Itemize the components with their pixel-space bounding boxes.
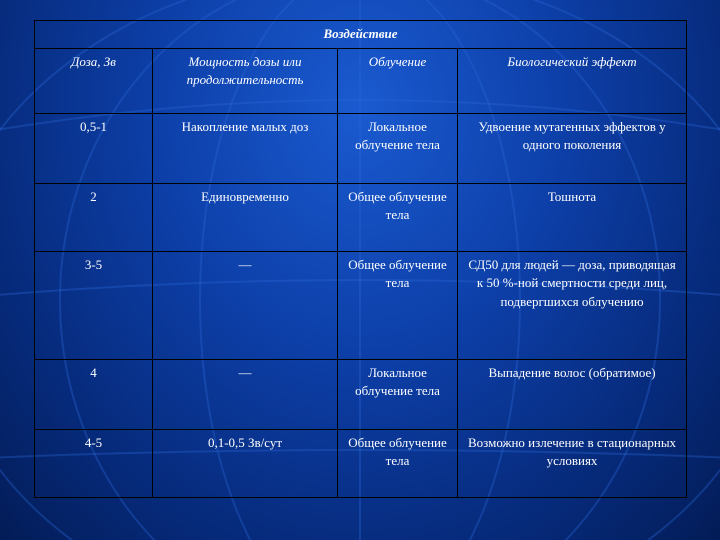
table-title-row xyxy=(35,21,687,49)
cell-dose: 0,5-1 xyxy=(35,114,153,184)
header-dose-rate: Мощность дозы или продолжительность xyxy=(153,49,338,114)
cell-effect: Выпадение волос (обратимое) xyxy=(458,360,687,430)
cell-dose-rate: Накопление малых доз xyxy=(153,114,338,184)
table-row xyxy=(35,360,687,430)
cell-dose-rate: — xyxy=(153,252,338,360)
table-title: Воздействие xyxy=(35,21,687,49)
table-row xyxy=(35,184,687,252)
cell-exposure: Локальное облучение тела xyxy=(338,360,458,430)
cell-dose: 4-5 xyxy=(35,430,153,498)
cell-exposure: Общее облучение тела xyxy=(338,252,458,360)
cell-exposure: Общее облучение тела xyxy=(338,430,458,498)
cell-effect: Удвоение мутагенных эффектов у одного поколения xyxy=(458,114,687,184)
table-row xyxy=(35,430,687,498)
cell-effect: СД50 для людей — доза, приводящая к 50 %-ной смертности среди лиц, подвергшихся облучению xyxy=(458,252,687,360)
table-row xyxy=(35,114,687,184)
cell-exposure: Локальное облучение тела xyxy=(338,114,458,184)
radiation-effects-table xyxy=(34,20,687,498)
cell-dose-rate: — xyxy=(153,360,338,430)
cell-effect: Тошнота xyxy=(458,184,687,252)
table-row xyxy=(35,252,687,360)
header-exposure: Облучение xyxy=(338,49,458,114)
cell-effect: Возможно излечение в стационарных условиях xyxy=(458,430,687,498)
cell-dose-rate: 0,1-0,5 Зв/сут xyxy=(153,430,338,498)
header-biological-effect: Биологический эффект xyxy=(458,49,687,114)
header-dose: Доза, Зв xyxy=(35,49,153,114)
cell-dose: 3-5 xyxy=(35,252,153,360)
cell-dose-rate: Единовременно xyxy=(153,184,338,252)
cell-dose: 2 xyxy=(35,184,153,252)
cell-exposure: Общее облучение тела xyxy=(338,184,458,252)
cell-dose: 4 xyxy=(35,360,153,430)
table-header-row xyxy=(35,49,687,114)
